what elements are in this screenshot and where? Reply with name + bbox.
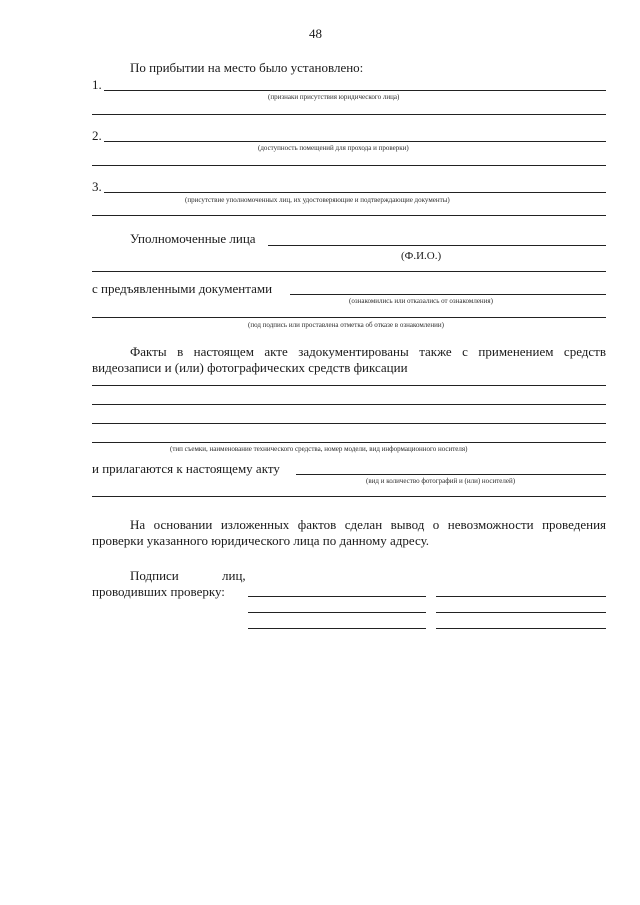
item-1-caption: (признаки присутствия юридического лица) bbox=[268, 93, 400, 101]
item-3-line-2 bbox=[92, 215, 606, 216]
item-2-line bbox=[104, 141, 606, 142]
facts-line-2: видеозаписи и (или) фотографических средств фиксации bbox=[92, 360, 408, 375]
facts-rule-3 bbox=[92, 423, 606, 424]
authorized-line bbox=[268, 245, 606, 246]
item-2-number: 2. bbox=[92, 128, 102, 143]
signature-line-left-1[interactable] bbox=[248, 596, 426, 597]
conclusion-line-1: На основании изложенных фактов сделан вывод о невозможности проведения bbox=[130, 517, 606, 532]
item-3-number: 3. bbox=[92, 179, 102, 194]
item-2-caption: (доступность помещений для прохода и проверки) bbox=[258, 144, 409, 152]
authorized-line-2 bbox=[92, 271, 606, 272]
attached-line-2 bbox=[92, 496, 606, 497]
item-1-line bbox=[104, 90, 606, 91]
facts-caption: (тип съемки, наименование технического средства, номер модели, вид информационного носителя) bbox=[170, 445, 468, 453]
facts-rule-1 bbox=[92, 385, 606, 386]
attached-caption: (вид и количество фотографий и (или) носителей) bbox=[366, 477, 516, 485]
documents-line bbox=[290, 294, 606, 295]
attached-label: и прилагаются к настоящему акту bbox=[92, 461, 280, 476]
signature-line-right-3[interactable] bbox=[436, 628, 606, 629]
intro-text: По прибытии на место было установлено: bbox=[130, 60, 364, 75]
signature-line-right-1[interactable] bbox=[436, 596, 606, 597]
documents-caption-2: (под подпись или проставлена отметка об отказе в ознакомлении) bbox=[248, 321, 444, 329]
documents-line-2 bbox=[92, 317, 606, 318]
attached-line bbox=[296, 474, 606, 475]
authorized-label: Уполномоченные лица bbox=[130, 231, 256, 246]
signatures-word-2: лиц, bbox=[222, 568, 246, 583]
signatures-line-2: проводивших проверку: bbox=[92, 584, 225, 599]
item-1-line-2 bbox=[92, 114, 606, 115]
facts-rule-4 bbox=[92, 442, 606, 443]
item-1-number: 1. bbox=[92, 77, 102, 92]
facts-line-1: Факты в настоящем акте задокументированы также с применением средств bbox=[130, 344, 606, 359]
item-3-line bbox=[104, 192, 606, 193]
fio-caption: (Ф.И.О.) bbox=[401, 250, 442, 262]
item-3-caption: (присутствие уполномоченных лиц, их удостоверяющие и подтверждающие документы) bbox=[185, 196, 450, 204]
facts-rule-2 bbox=[92, 404, 606, 405]
page-number: 48 bbox=[309, 26, 322, 41]
signature-line-right-2[interactable] bbox=[436, 612, 606, 613]
conclusion-line-2: проверки указанного юридического лица по данному адресу. bbox=[92, 533, 430, 548]
signature-line-left-3[interactable] bbox=[248, 628, 426, 629]
item-2-line-2 bbox=[92, 165, 606, 166]
documents-caption-1: (ознакомились или отказались от ознакомления) bbox=[349, 297, 493, 305]
signatures-word-1: Подписи bbox=[130, 568, 179, 583]
signature-line-left-2[interactable] bbox=[248, 612, 426, 613]
documents-label: с предъявленными документами bbox=[92, 281, 273, 296]
